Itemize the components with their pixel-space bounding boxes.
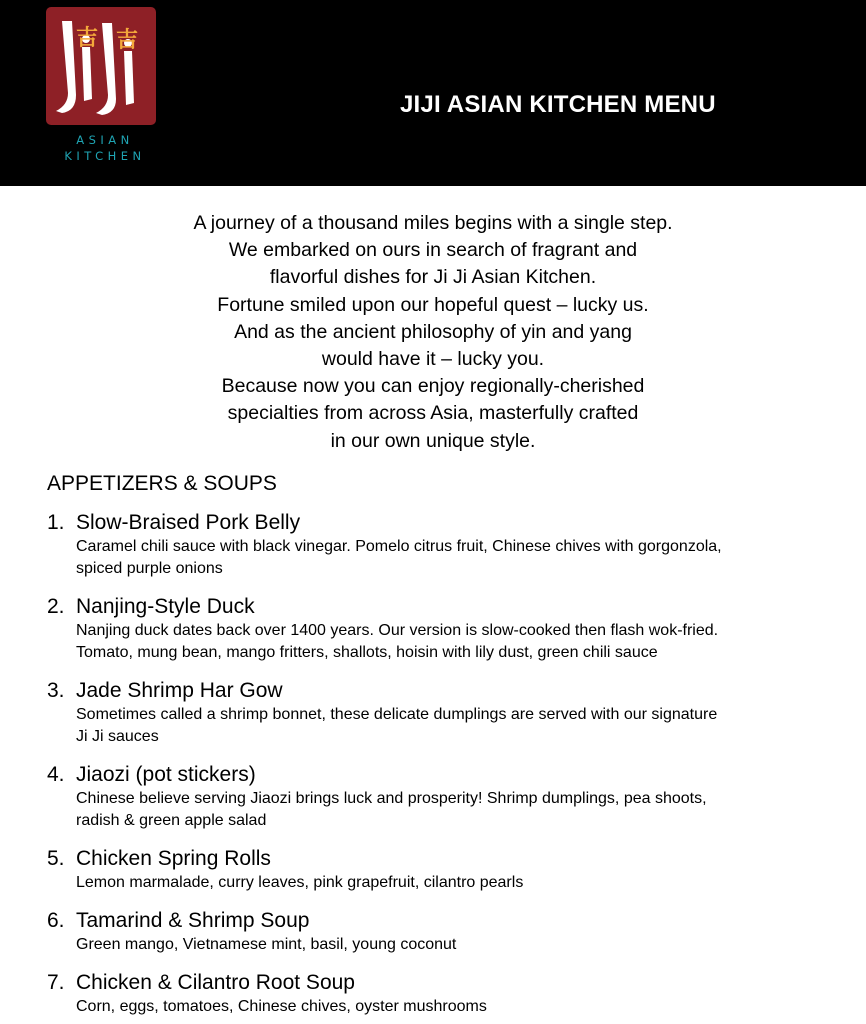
- intro-line: We embarked on ours in search of fragrant and: [228, 239, 638, 262]
- menu-item: [47, 846, 837, 908]
- intro-line: flavorful dishes for Ji Ji Asian Kitchen.: [269, 266, 597, 289]
- item-name: Nanjing-Style Duck: [76, 595, 255, 618]
- menu-item-list: [47, 510, 837, 1022]
- item-number: 5.: [47, 847, 65, 870]
- item-name: Jiaozi (pot stickers): [76, 763, 256, 786]
- menu-item: [47, 594, 837, 678]
- logo-brushstroke-graphic: [46, 7, 156, 125]
- item-number: 4.: [47, 763, 65, 786]
- item-number: 7.: [47, 971, 65, 994]
- intro-line: Fortune smiled upon our hopeful quest – lucky us.: [217, 293, 649, 316]
- menu-item: [47, 510, 837, 594]
- intro-line: specialties from across Asia, masterfully crafted: [227, 402, 639, 425]
- item-number: 1.: [47, 511, 65, 534]
- item-description-line: Ji Ji sauces: [76, 728, 159, 745]
- menu-item: [47, 908, 837, 970]
- item-description-line: radish & green apple salad: [76, 812, 267, 829]
- item-number: 3.: [47, 679, 65, 702]
- item-description-line: Lemon marmalade, curry leaves, pink grapefruit, cilantro pearls: [76, 874, 524, 891]
- logo-line-kitchen: KITCHEN: [64, 149, 146, 163]
- item-number: 6.: [47, 909, 65, 932]
- logo-line-asian: ASIAN: [76, 133, 134, 147]
- intro-line: And as the ancient philosophy of yin and yang: [234, 320, 632, 343]
- item-description-line: Sometimes called a shrimp bonnet, these delicate dumplings are served with our signature: [76, 706, 718, 723]
- item-name: Jade Shrimp Har Gow: [76, 679, 283, 702]
- item-description-line: Tomato, mung bean, mango fritters, shallots, hoisin with lily dust, green chili sauce: [76, 644, 658, 661]
- intro-line: A journey of a thousand miles begins with a single step.: [193, 212, 673, 234]
- item-description-line: Corn, eggs, tomatoes, Chinese chives, oyster mushrooms: [76, 998, 487, 1015]
- intro-paragraph: [0, 210, 866, 455]
- menu-title: JIJI ASIAN KITCHEN MENU: [400, 91, 716, 118]
- section-heading: APPETIZERS & SOUPS: [47, 472, 277, 495]
- item-number: 2.: [47, 595, 65, 618]
- item-description-line: Nanjing duck dates back over 1400 years. Our version is slow-cooked then flash wok-fried.: [76, 622, 719, 639]
- item-name: Tamarind & Shrimp Soup: [76, 909, 310, 932]
- item-name: Slow-Braised Pork Belly: [76, 511, 301, 534]
- intro-line: in our own unique style.: [330, 429, 536, 452]
- menu-header: [0, 0, 866, 186]
- item-description-line: Green mango, Vietnamese mint, basil, young coconut: [76, 936, 457, 953]
- intro-line: would have it – lucky you.: [321, 348, 545, 371]
- item-name: Chicken Spring Rolls: [76, 847, 271, 870]
- svg-text:吉: 吉: [76, 26, 99, 51]
- item-name: Chicken & Cilantro Root Soup: [76, 971, 355, 994]
- item-description-line: Caramel chili sauce with black vinegar. Pomelo citrus fruit, Chinese chives with gorgonzola,: [76, 538, 722, 555]
- jiji-logo: [46, 7, 156, 163]
- intro-line: Because now you can enjoy regionally-cherished: [221, 375, 645, 398]
- svg-text:吉: 吉: [116, 28, 139, 53]
- logo-badge: [46, 7, 156, 125]
- menu-item: [47, 678, 837, 762]
- item-description-line: spiced purple onions: [76, 560, 223, 577]
- menu-item: [47, 970, 837, 1022]
- item-description-line: Chinese believe serving Jiaozi brings luck and prosperity! Shrimp dumplings, pea shoots,: [76, 790, 707, 807]
- menu-item: [47, 762, 837, 846]
